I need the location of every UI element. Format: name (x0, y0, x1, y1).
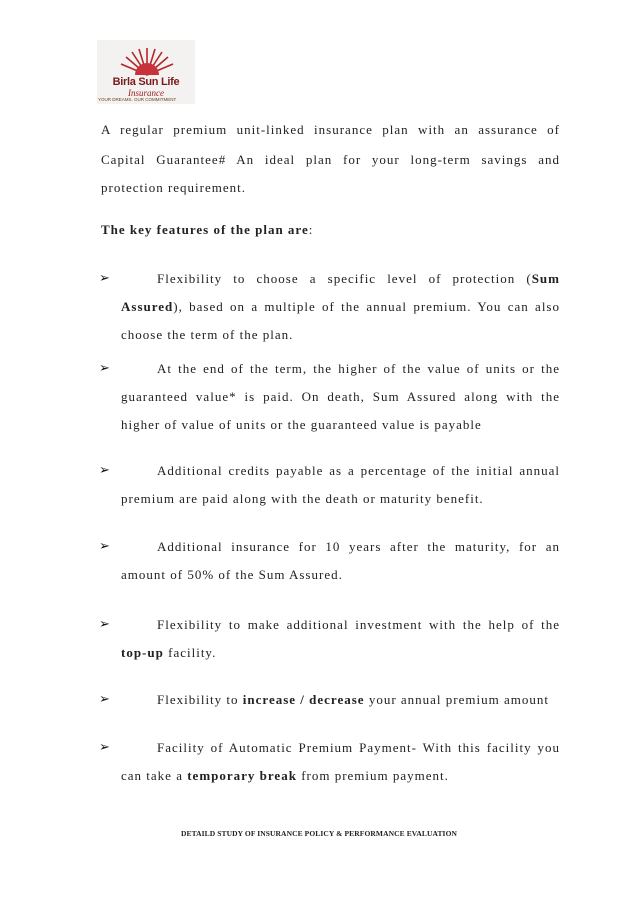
sun-rays-icon (117, 46, 177, 76)
feature-2-line-1: At the end of the term, the higher of the value of units or the (157, 361, 560, 376)
feature-6-line-1: Flexibility to increase / decrease your annual premium amount (157, 692, 549, 707)
feature-5-line-2: top-up facility. (121, 645, 217, 660)
birla-sun-life-logo (97, 40, 195, 104)
feature-4-line-1: Additional insurance for 10 years after the maturity, for an (157, 539, 560, 554)
features-heading-bold: The key features of the plan are (101, 222, 309, 237)
arrow-bullet-icon: ➢ (99, 740, 110, 755)
feature-item-4 (121, 533, 560, 589)
feature-3-line-1: Additional credits payable as a percentage of the initial annual (157, 463, 560, 478)
feature-item-5 (121, 611, 560, 667)
feature-item-6 (121, 686, 560, 714)
features-heading (101, 216, 560, 244)
features-heading-colon: : (308, 222, 314, 237)
feature-5-line-1: Flexibility to make additional investment with the help of the (157, 617, 560, 632)
logo-brand-text: Birla Sun Life (112, 76, 180, 88)
arrow-bullet-icon: ➢ (99, 692, 110, 707)
intro-line-3: protection requirement. (101, 180, 247, 195)
feature-item-1 (121, 265, 560, 349)
feature-1-line-2: Assured), based on a multiple of the annual premium. You can also (121, 299, 560, 314)
feature-2-line-3: higher of value of units or the guaranteed value is payable (121, 417, 482, 432)
feature-1-line-1: Flexibility to choose a specific level of protection (Sum (157, 271, 560, 286)
intro-line-1: A regular premium unit-linked insurance plan with an assurance of (101, 122, 560, 137)
feature-2-line-2: guaranteed value* is paid. On death, Sum Assured along with the (121, 389, 560, 404)
feature-3-line-2: premium are paid along with the death or maturity benefit. (121, 491, 484, 506)
feature-4-line-2: amount of 50% of the Sum Assured. (121, 567, 343, 582)
arrow-bullet-icon: ➢ (99, 463, 110, 478)
logo-subtitle-text: Insurance (128, 88, 164, 98)
feature-7-line-2: can take a temporary break from premium payment. (121, 768, 449, 783)
intro-line-2: Capital Guarantee# An ideal plan for your long-term savings and (101, 152, 560, 167)
feature-1-line-3: choose the term of the plan. (121, 327, 294, 342)
feature-7-line-1: Facility of Automatic Premium Payment- With this facility you (157, 740, 560, 755)
arrow-bullet-icon: ➢ (99, 617, 110, 632)
feature-item-2 (121, 355, 560, 439)
arrow-bullet-icon: ➢ (99, 361, 110, 376)
arrow-bullet-icon: ➢ (99, 271, 110, 286)
arrow-bullet-icon: ➢ (99, 539, 110, 554)
logo-tagline-text: YOUR DREAMS. OUR COMMITMENT (98, 97, 177, 102)
feature-item-7 (121, 734, 560, 790)
feature-item-3 (121, 457, 560, 513)
page-footer: DETAILD STUDY OF INSURANCE POLICY & PERFORMANCE EVALUATION (180, 829, 458, 838)
